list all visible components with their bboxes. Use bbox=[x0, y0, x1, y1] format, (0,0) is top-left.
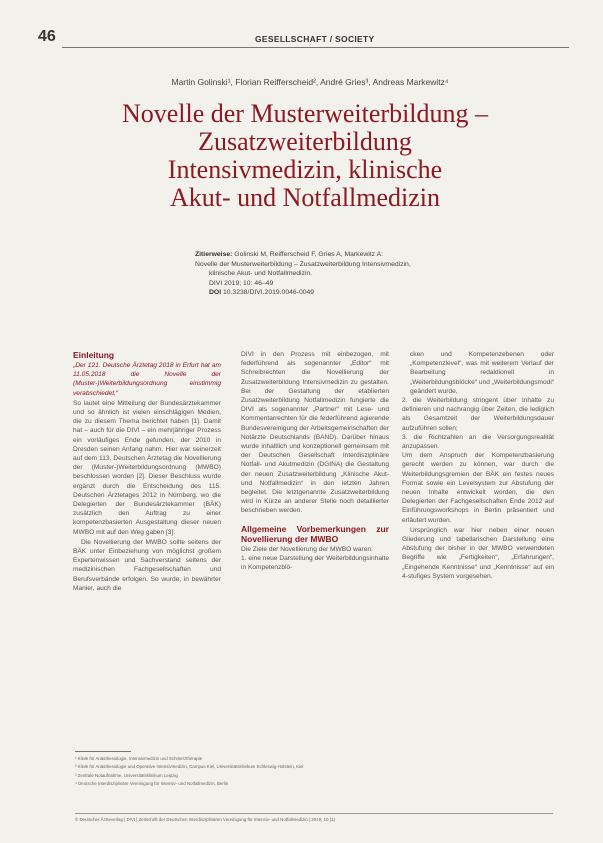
citation-title-cont: klinische Akut- und Notfallmedizin. bbox=[209, 270, 313, 277]
section-heading-general-remarks: Allgemeine Vorbemerkungen zur Novellierung der MWBO bbox=[241, 523, 389, 544]
footnotes bbox=[75, 755, 555, 789]
page-number: 46 bbox=[38, 28, 56, 45]
article-title bbox=[55, 100, 555, 212]
title-line: Intensivmedizin, klinische bbox=[167, 155, 443, 184]
citation-title: Novelle der Musterweiterbildung – Zusatzweiterbildung Intensivmedizin, bbox=[195, 260, 411, 268]
author-line: Martin Golinski¹, Florian Reifferscheid², André Gries³, Andreas Markewitz⁴ bbox=[171, 77, 449, 87]
footnote-rule bbox=[75, 751, 131, 752]
body-paragraph: Die Ziele der Novellierung der MWBO waren: bbox=[241, 545, 373, 553]
doi-value: 10.3238/DIVI.2019.0046-0049 bbox=[222, 289, 315, 296]
title-line: Novelle der Musterweiterbildung – bbox=[121, 99, 489, 128]
list-item: 1. eine neue Darstellung der Weiterbildungsinhalte in Kompetenzblö- bbox=[241, 554, 389, 572]
column-left bbox=[73, 350, 221, 593]
body-paragraph: Um dem Anspruch der Kompetenzbasierung gerecht werden zu können, war durch die Weiterbildungsgremien der BÄK ein festes neues Format sowie ein Levelsystem zur Abstufung der neuen Inhalte entwickelt worden, die den Delegierten der Fachgesellschaften Ende 2012 auf Einführungsworkshops in Berlin präsentiert und erläutert wurden. bbox=[402, 452, 554, 524]
column-middle bbox=[241, 350, 389, 572]
list-item-continuation: cken und Kompetenzebenen oder „Kompetenzlevel“, was mit weiterem Verlauf der Bearbeitung redaktionell in „Weiterbildungsblöcke“ und „Weiterbildungsmodi“ geändert wurde, bbox=[410, 351, 554, 395]
section-label: GESELLSCHAFT / SOCIETY bbox=[255, 34, 375, 44]
footnote: ³ Zentrale Notaufnahme, Universitätsklinikum Leipzig bbox=[75, 772, 178, 778]
doi-label: DOI bbox=[209, 289, 222, 296]
intro-quote: „Der 121. Deutsche Ärztetag 2018 in Erfurt hat am 11.05.2018 die Novelle der (Muster-)Weiterbildungsordnung einstimmig verabschiedet.“ bbox=[73, 362, 221, 397]
title-line: Zusatzweiterbildung bbox=[198, 127, 412, 156]
footnote: ² Klinik für Anästhesiologie und Operative Intensivmedizin, Campus Kiel, Universitätsklinikum Schleswig-Holstein, Kiel bbox=[75, 764, 304, 770]
list-item: 3. die Richtzahlen an die Versorgungsrealität anzupassen. bbox=[402, 433, 554, 451]
page-footer: © Deutscher Ärzteverlag | DIVI | Zeitschrift der Deutschen Interdisziplinären Vereinigung für Intensiv- und Notfallmedizin | 2019; 10 (1) bbox=[75, 817, 335, 822]
header-rule bbox=[62, 47, 569, 48]
footer-rule bbox=[75, 813, 553, 814]
body-paragraph: So lautet eine Mitteilung der Bundesärztekammer und so ähnlich ist vielen einschlägigen Medien, die zu diesem Thema berichtet haben [1]. Damit hat – auch für die DIVI – ein mehrjähriger Prozess ein vorläufiges Ende gefunden, der 2010 in Dresden seinen Anfang nahm. Hier war seinerzeit auf dem 113. Deutschen Ärztetag die Novellierung der (Muster-)Weiterbildungsordnung (MWBO) beschlossen worden [2]. Dieser Beschluss wurde ergänzt durch die Entscheidung des 115. Deutschen Ärztetages 2012 in Nürnberg, wo die Delegierten der Bundesärztekammer (BÄK) zusätzlich den Auftrag zu einer kompetenzbasierten Ausgestaltung dieser neuen MWBO mit auf den Weg gaben [3]. bbox=[73, 399, 221, 536]
page-header bbox=[0, 28, 603, 56]
citation-label: Zitierweise: bbox=[195, 251, 233, 258]
body-paragraph: Ursprünglich war hier neben einer neuen Gliederung und tabellarischen Darstellung eine Abstufung der bisher in der MWBO verwendeten Begriffe wie „Fertigkeiten“, „Erfahrungen“, „Eingehende Kenntnisse“ und „Kenntnisse“ auf ein 4-stufiges System vorgesehen. bbox=[402, 526, 554, 580]
body-paragraph: Die Novellierung der MWBO sollte seitens der BÄK unter Einbeziehung von möglichst großem Expertenwissen und Sachverstand seitens der medizinischen Fachgesellschaften und Berufsverbände erfolgen. So wurde, in bewährter Manier, auch die bbox=[73, 538, 221, 592]
citation-journal: DIVI 2019; 10: 46–49 bbox=[209, 279, 274, 287]
title-line: Akut- und Notfallmedizin bbox=[169, 183, 441, 212]
body-paragraph: DIVI in den Prozess mit einbezogen, mit federführend als sogenannter „Editor“ mit Schreibrechten die Novellierung der Zusatzweiterbildung Intensivmedizin zu gestalten. Bei der Gestaltung der etablierten Zusatzweiterbildung Notfallmedizin fungierte die DIVI als sogenannter „Partner“ mit Lese- und Kommentarrechten für die federführend agierende Bundesvereinigung der Arbeitsgemeinschaften der Notärzte Deutschlands (BAND). Darüber hinaus wurde inhaltlich und konzeptionell gemeinsam mit der Deutschen Gesellschaft Interdisziplinäre Notfall- und Akutmedizin (DGINA) die Gestaltung der neuen Zusatzweiterbildung „Klinische Akut- und Notfallmedizin“ in den letzten Jahren begleitet. Die letztgenannte Zusatzweiterbildung wird in Kürze an anderer Stelle noch detaillierter beschrieben werden. bbox=[241, 351, 389, 515]
citation-authors: Golinski M, Reifferscheid F, Gries A, Markewitz A: bbox=[234, 251, 383, 258]
citation-block bbox=[195, 250, 515, 298]
footnote: ¹ Klinik für Anästhesiologie, Intensivmedizin und Schmerztherapie bbox=[75, 756, 203, 761]
column-right bbox=[402, 350, 554, 581]
footnote: ⁴ Deutsche Interdisziplinäre Vereinigung für Intensiv- und Notfallmedizin, Berlin bbox=[75, 781, 229, 787]
list-item: 2. die Weiterbildung stringent über Inhalte zu definieren und nachrangig über Zeiten, die lediglich als Gesamtzeit der Weiterbildungsdauer aufzuführen sollen; bbox=[402, 397, 554, 432]
section-heading-introduction: Einleitung bbox=[73, 350, 115, 360]
